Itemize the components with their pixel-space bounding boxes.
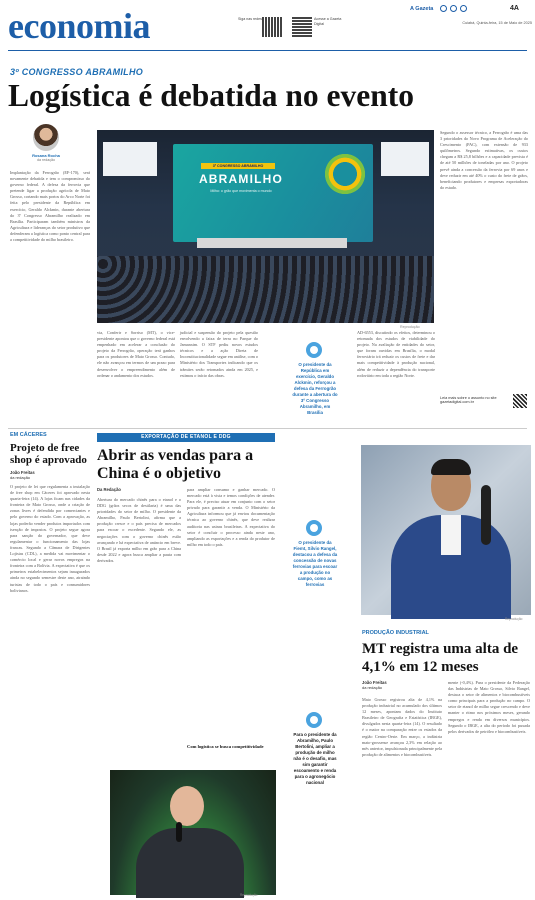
person-hair [431,459,471,475]
mid-story-byline-name: Da Redação [97,487,121,492]
main-photo-credit: Reprodução [400,325,420,329]
sidebar-qr-icon [513,394,527,408]
author-avatar [33,124,59,151]
left-brief-label: EM CÁCERES [10,432,47,438]
mid-story-byline [97,487,177,492]
mic-icon [481,485,491,545]
mid-photo [110,770,276,895]
mid-photo-credit: Reprodução [240,893,258,897]
main-right-text: Segundo o assessor técnico, a Ferrogrão é uma das 3 prioridades do Novo Programa de Aceleração do Crescimento (PAC), com extensão de 933 quilômetros. Segundo estimativas, os custos chegam a R$ 25,8 bilhões e a capacidade prevista é de até 50 milhões de toneladas por ano. O projeto prevê ainda a concessão da ferrovia por 69 anos e deve reduzir em até 40% o custo do frete de grãos, beneficiando produtores e empresas exportadoras do estado. [440,130,528,190]
masthead-rule [8,50,527,51]
social-icon-1 [440,5,447,12]
social-icon-2 [450,5,457,12]
caption-seal-icon-2 [306,520,322,536]
main-col-3: judicial e suspensão do projeto pela questão envolvendo a faixa de terra no Parque do Jamanxim. O STF pediu novos estudos técnicos e a ação Direta de Inconstitucionalidade segue em análise, com o Ministério dos Transportes indicando que os trâmites serão retomados ainda em 2025, e estimou o início das obras. [180,330,258,378]
masthead [0,0,535,54]
left-brief-text: O projeto de lei que regulamenta a instalação de free shop em Cáceres foi aprovado nesta quarta-feira (14). A lojas ficam nas cidades da fronteira de Mato Grosso, onde a criação de zonas livres é defendida por comerciantes e pelo governo do estado. Com a aprovação, as lojas poderão vender produtos importados com isenção de impostos. O projeto segue agora para sanção do governador, que deve regulamentar o funcionamento das lojas francas. Segundo a Câmara de Dirigentes Lojistas (CDL), a medida vai movimentar o comércio local e gerar novos empregos na fronteira com a Bolívia. A expectativa é que os primeiros estabelecimentos sejam inaugurados ainda no segundo semestre deste ano, atraindo turistas de todo o país e consumidores bolivianos. [10,484,90,593]
microphone-icon [176,822,182,842]
main-kicker: 3º CONGRESSO ABRAMILHO [10,67,144,77]
page-number: 4A [510,5,519,12]
qr-code-icon-2 [292,17,312,37]
stage-banner: 3º CONGRESSO ABRAMILHO [201,163,275,169]
right-story-label: PRODUÇÃO INDUSTRIAL [362,630,429,636]
caption-3: Para o presidente da Abramilho, Paulo Bertolini, ampliar a produção de milho não é o desafio, mas sim garantir escoamento e renda para o agronegócio nacional [293,732,337,785]
mid-story-tag: EXPORTAÇÃO DE ETANOL E DDG [97,433,275,442]
side-screen-right [381,142,429,176]
stage-table [197,238,347,248]
left-brief-byline [10,470,80,480]
main-col-4: AD-6553, discutindo os efeitos, determinou o retomada dos estudos de viabilidade do projeto. Na avaliação de entidades do setor, que foram ouvidas em Brasília, o modal ferroviário irá reduzir os custos de frete e dar mais competitividade à produção nacional, além de reduzir a dependência do transporte rodoviário em toda a região Norte. [357,330,435,378]
man-head [170,786,204,826]
publication-name: A Gazeta [410,6,434,12]
mid-bold-close: Com logística se busca competitividade [187,744,264,749]
sidebar-promo: Leia mais sobre o assunto no site gazetadigital.com.br [440,396,497,404]
right-story-byline-name: João Freitas [362,680,387,685]
right-story-byline-org: da redação [362,685,383,690]
mid-col-2: para ampliar consumo e ganhar mercado. O mercado está à vista e temos condições de atender. Para ele, é preciso atuar em conjunto com o setor privado para garantir a venda. O Ministério da Agricultura informou que já enviou documentação técnica ao governo chinês, que deve realizar auditoria nas usinas brasileiras. A expectativa do setor é concluir o processo ainda neste ano, ampliando as exportações e a renda do produtor de milho em todo o país. [187,487,275,547]
section-title: economia [8,6,150,46]
caption-seal-icon-3 [306,712,322,728]
stage-logo-icon [323,152,367,196]
date-line: Cuiabá, Quinta-feira, 15 de Maio de 2025 [462,21,532,25]
mid-story-headline: Abrir as vendas para a China é o objetivo [97,447,254,482]
left-brief-byline-name: João Freitas [10,470,35,475]
section-rule [8,428,527,429]
left-brief-headline: Projeto de free shop é aprovado [10,442,87,466]
right-photo [361,445,531,615]
caption-2: O presidente da Fiemt, Silvio Rangel, destacou a defesa da concessão de novas ferrovias para escoar a produção no campo, como as ferrovias [292,540,338,587]
right-story-byline [362,680,422,690]
caption-seal-icon-1 [306,342,322,358]
social-icon-3 [460,5,467,12]
right-col-1: Mato Grosso registrou alta de 4,1% na produção industrial no acumulado dos últimos 12 meses, apontam dados do Instituto Brasileiro de Geografia e Estatística (IBGE), divulgados nesta quarta-feira (14). O resultado é o maior na comparação entre os estados da região Centro-Oeste. Em março, a indústria mato-grossense avançou 2,3% em relação ao mês anterior, impulsionada principalmente pela produção de alimentos e biocombustíveis. [362,697,442,757]
right-col-2: mente (-0,4%). Para o presidente da Federação das Indústrias de Mato Grosso, Silvio Rangel, destaca o setor de alimentos e biocombustíveis como principais para a produção no campo. O setor de etanol de milho segue crescendo e deve manter o ritmo nos próximos meses, gerando empregos e renda em diversos municípios. Segundo o IBGE, a alta do período foi puxada pelos derivados de petróleo e biocombustíveis. [448,680,530,734]
main-col-1: Implantação da Ferrogrão (EF-170), será novamente debatida e tem o compromisso do governo federal. A defesa da ferrovia que pretende ligar a produção agrícola de Mato Grosso, cortando mais portos do Arco Norte foi feita pelo presidente da República em exercício, Geraldo Alckmin, durante abertura do 3º Congresso Abramilho realizado em Brasília. Participaram também ministros da Agricultura e lideranças do setor produtivo que defenderam a logística como ponto central para a competitividade do milho brasileiro. [10,170,90,243]
caption-1: O presidente da República em exercício, Geraldo Alckmin, reforçou a defesa da Ferrogrão durante a abertura do 3º Congresso Abramilho, em Brasília [292,362,338,415]
right-photo-credit: Reprodução [505,617,523,621]
main-col-2: via, Conferir e Sorriso (MT), o vice-presidente apontou que o governo federal está empenhado em acelerar a conclusão do projeto da Ferrogrão, operação terá ganhos para os produtores de Mato Grosso. Contudo, ele não avançou em termos de um prazo para desenvolver o empreendimento além de ordenar o andamento dos estudos. [97,330,175,378]
main-headline: Logística é debatida no evento [8,78,414,113]
right-story-headline: MT registra uma alta de 4,1% em 12 meses [362,641,519,675]
promo-tiny-1: Siga nas redes [238,17,262,21]
man-body [136,828,244,898]
side-screen-left [103,142,157,176]
stage-title: ABRAMILHO [198,172,284,186]
author-name: Rosana Rocha [32,153,60,158]
audience [97,256,434,323]
author-org: da redação [37,158,55,162]
qr-code-icon [262,17,282,37]
mid-col-1: Abertura do mercado chinês para o etanol e o DDG (grãos secos de destilaria) é uma das prioridades do setor de milho. O presidente da Abramilho, Paulo Bertolini, afirma que a produção cresce e o país precisa de mercados para escoar o excedente. Segundo ele, as negociações com o governo chinês estão avançando e há expectativa de anúncio em breve. O Brasil já exporta milho em grão para a China desde 2022 e agora busca ampliar a pauta com derivados. [97,497,181,563]
stage-subtitle: Milho: o grão que movimenta o mundo [210,189,272,193]
main-photo [97,130,434,323]
promo-tiny-2: Acesse a Gazeta Digital [314,17,342,26]
left-brief-byline-org: da redação [10,475,31,480]
person-shirt [441,515,461,555]
